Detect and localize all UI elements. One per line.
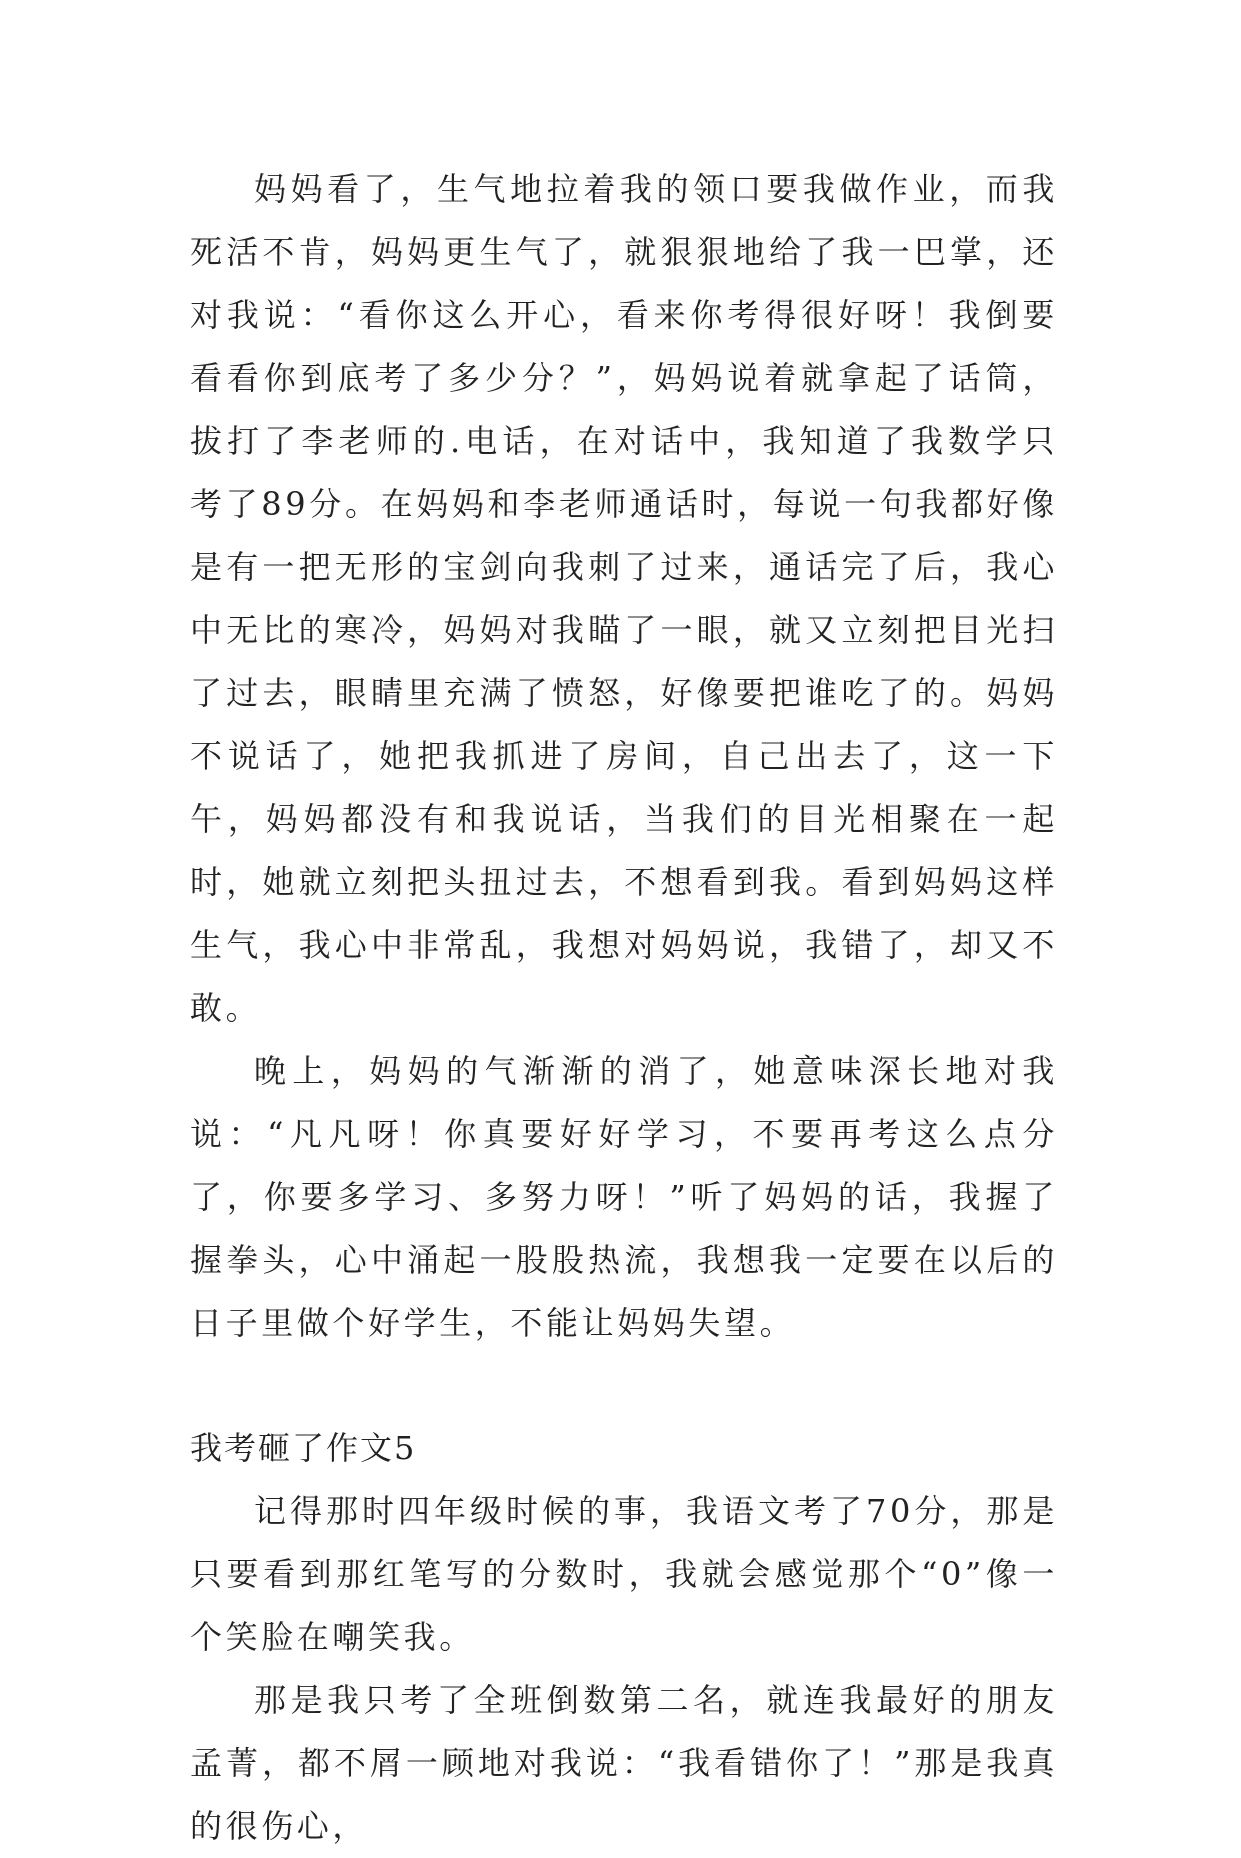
paragraph-evening: 晚上，妈妈的气渐渐的消了，她意味深长地对我说：“凡凡呀！你真要好好学习，不要再考这么点分了，你要多学习、多努力呀！”听了妈妈的话，我握了握拳头，心中涌起一股股热流，我想我一定要在以后的日子里做个好学生，不能让妈妈失望。	[190, 1052, 1058, 1342]
essay-heading: 我考砸了作文5	[190, 1429, 417, 1467]
paragraph-mom-angry: 妈妈看了，生气地拉着我的领口要我做作业，而我死活不肯，妈妈更生气了，就狠狠地给了我一巴掌，还对我说：“看你这么开心，看来你考得很好呀！我倒要看看你到底考了多少分？”，妈妈说着就拿起了话筒，拔打了李老师的.电话，在对话中，我知道了我数学只考了89分。在妈妈和李老师通话时，每说一句我都好像是有一把无形的宝剑向我刺了过来，通话完了后，我心中无比的寒冷，妈妈对我瞄了一眼，就又立刻把目光扫了过去，眼睛里充满了愤怒，好像要把谁吃了的。妈妈不说话了，她把我抓进了房间，自己出去了，这一下午，妈妈都没有和我说话，当我们的目光相聚在一起时，她就立刻把头扭过去，不想看到我。看到妈妈这样生气，我心中非常乱，我想对妈妈说，我错了，却又不敢。	[190, 170, 1058, 1027]
document-page	[190, 158, 1058, 1858]
paragraph-fourth-grade: 记得那时四年级时候的事，我语文考了70分，那是只要看到那红笔写的分数时，我就会感觉那个“0”像一个笑脸在嘲笑我。	[190, 1492, 1058, 1656]
paragraph-second-last: 那是我只考了全班倒数第二名，就连我最好的朋友孟菁，都不屑一顾地对我说：“我看错你了！”那是我真的很伤心，	[190, 1681, 1058, 1845]
